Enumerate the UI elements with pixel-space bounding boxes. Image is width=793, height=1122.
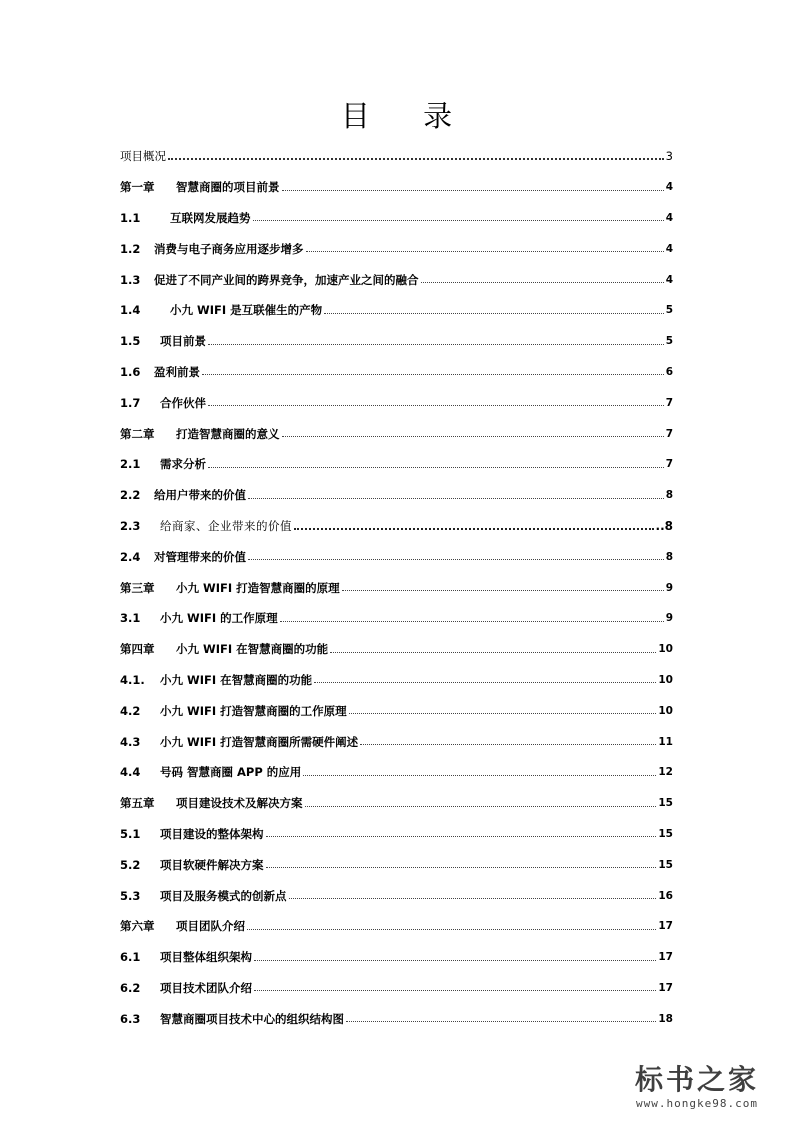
toc-entry-number: 第三章 — [120, 580, 155, 595]
toc-entry-text: 给商家、企业带来的价值 — [160, 518, 292, 533]
toc-page-number: 17 — [658, 981, 673, 994]
page-title: 目 录 — [340, 99, 475, 133]
toc-entry-text: 给用户带来的价值 — [154, 488, 246, 503]
toc-entry-text: 小九 WIFI 在智慧商圈的功能 — [176, 642, 329, 657]
toc-entry-number: 1.4 — [120, 303, 141, 318]
toc-entry-6-2[interactable] — [120, 973, 673, 1004]
toc-entry-text: 促进了不同产业间的跨界竞争，加速产业之间的融合 — [154, 272, 419, 287]
toc-entry-text: 项目概况 — [120, 149, 166, 164]
toc-entry-4-4[interactable] — [120, 757, 673, 788]
toc-entry-number: 4.1. — [120, 672, 145, 687]
toc-entry-chapter-5[interactable] — [120, 788, 673, 819]
toc-leader — [342, 582, 664, 591]
toc-entry-2-2[interactable] — [120, 480, 673, 511]
toc-page-number: 4 — [665, 211, 673, 224]
toc-leader — [168, 150, 664, 160]
toc-entry-text: 项目整体组织架构 — [160, 950, 252, 965]
toc-leader — [208, 459, 664, 468]
toc-page-number: 10 — [658, 643, 673, 656]
toc-entry-5-3[interactable] — [120, 880, 673, 911]
toc-leader — [324, 305, 664, 314]
toc-entry-text: 消费与电子商务应用逐步增多 — [154, 241, 304, 256]
toc-entry-text: 项目前景 — [160, 334, 206, 349]
toc-entry-number: 2.1 — [120, 457, 141, 472]
toc-entry-text: 对管理带来的价值 — [154, 549, 246, 564]
toc-leader — [282, 428, 664, 437]
toc-entry-text: 合作伙伴 — [160, 395, 206, 410]
toc-leader — [248, 490, 664, 499]
toc-entry-chapter-6[interactable] — [120, 911, 673, 942]
toc-page-number: 9 — [665, 612, 673, 625]
toc-leader — [202, 366, 664, 375]
watermark-url: www.hongke98.com — [636, 1097, 758, 1110]
toc-entry-chapter-3[interactable] — [120, 572, 673, 603]
toc-page-number: 4 — [665, 273, 673, 286]
toc-leader — [303, 767, 656, 776]
toc-entry-text: 小九 WIFI 打造智慧商圈的原理 — [176, 580, 340, 595]
toc-leader — [254, 952, 656, 961]
toc-leader — [282, 182, 664, 191]
toc-entry-number: 1.3 — [120, 272, 141, 287]
toc-page-number: 8 — [665, 489, 673, 502]
watermark-logo — [617, 1063, 777, 1110]
toc-page-number: 5 — [665, 304, 673, 317]
toc-leader — [248, 551, 664, 560]
toc-leader — [305, 798, 657, 807]
toc-leader — [266, 828, 657, 837]
toc-entry-text: 项目及服务模式的创新点 — [160, 888, 287, 903]
toc-entry-text: 小九 WIFI 打造智慧商圈所需硬件阐述 — [160, 734, 359, 749]
toc-entry-1-4[interactable] — [120, 295, 673, 326]
toc-entry-text: 项目建设技术及解决方案 — [176, 796, 303, 811]
toc-page-number: 8 — [665, 550, 673, 563]
toc-entry-3-1[interactable] — [120, 603, 673, 634]
toc-leader — [294, 520, 654, 530]
toc-page-number: ..8 — [655, 518, 673, 533]
toc-entry-text: 小九 WIFI 的工作原理 — [160, 611, 278, 626]
toc-entry-text: 小九 WIFI 在智慧商圈的功能 — [160, 672, 313, 687]
toc-entry-1-5[interactable] — [120, 326, 673, 357]
toc-entry-number: 2.3 — [120, 518, 141, 533]
toc-page-number: 4 — [665, 181, 673, 194]
toc-entry-overview[interactable] — [120, 141, 673, 172]
toc-entry-text: 项目软硬件解决方案 — [160, 857, 264, 872]
toc-entry-number: 第五章 — [120, 796, 155, 811]
toc-entry-number: 1.2 — [120, 241, 141, 256]
toc-entry-chapter-4[interactable] — [120, 634, 673, 665]
toc-entry-6-1[interactable] — [120, 942, 673, 973]
toc-leader — [421, 274, 664, 283]
toc-page-number: 6 — [665, 365, 673, 378]
toc-entry-number: 第六章 — [120, 919, 155, 934]
toc-entry-text: 智慧商圈项目技术中心的组织结构图 — [160, 1011, 344, 1026]
toc-page-number: 12 — [658, 766, 673, 779]
toc-entry-number: 3.1 — [120, 611, 141, 626]
toc-leader — [349, 705, 657, 714]
toc-entry-number: 第一章 — [120, 180, 155, 195]
toc-entry-number: 4.2 — [120, 703, 141, 718]
toc-entry-text: 号码 智慧商圈 APP 的应用 — [160, 765, 302, 780]
toc-page-number: 10 — [658, 673, 673, 686]
toc-entry-2-1[interactable] — [120, 449, 673, 480]
toc-entry-number: 5.1 — [120, 826, 141, 841]
toc-entry-number: 1.1 — [120, 210, 141, 225]
toc-entry-1-1[interactable] — [120, 203, 673, 234]
toc-entry-text: 项目建设的整体架构 — [160, 826, 264, 841]
toc-leader — [360, 736, 656, 745]
toc-entry-text: 智慧商圈的项目前景 — [176, 180, 280, 195]
toc-entry-text: 项目团队介绍 — [176, 919, 245, 934]
toc-leader — [330, 644, 656, 653]
toc-entry-6-3[interactable] — [120, 1003, 673, 1034]
toc-entry-4-2[interactable] — [120, 695, 673, 726]
toc-entry-2-4[interactable] — [120, 541, 673, 572]
toc-entry-number: 1.7 — [120, 395, 141, 410]
toc-page-number: 7 — [665, 427, 673, 440]
toc-leader — [266, 859, 657, 868]
toc-entry-4-1[interactable] — [120, 665, 673, 696]
toc-page-number: 10 — [658, 704, 673, 717]
toc-page-number: 15 — [658, 797, 673, 810]
toc-page-number: 7 — [665, 396, 673, 409]
toc-entry-text: 盈利前景 — [154, 364, 200, 379]
toc-leader — [280, 613, 664, 622]
toc-entry-text: 打造智慧商圈的意义 — [176, 426, 280, 441]
toc-entry-text: 小九 WIFI 打造智慧商圈的工作原理 — [160, 703, 347, 718]
toc-page-number: 5 — [665, 335, 673, 348]
toc-page-number: 18 — [658, 1012, 673, 1025]
toc-entry-text: 需求分析 — [160, 457, 206, 472]
toc-leader — [289, 890, 657, 899]
toc-page-number: 15 — [658, 858, 673, 871]
toc-leader — [346, 1013, 656, 1022]
toc-page-number: 3 — [665, 149, 673, 164]
watermark-name: 标书之家 — [634, 1063, 759, 1096]
toc-page-number: 7 — [665, 458, 673, 471]
toc-entry-1-3[interactable] — [120, 264, 673, 295]
toc-entry-4-3[interactable] — [120, 726, 673, 757]
toc-entry-1-6[interactable] — [120, 357, 673, 388]
toc-page-number: 16 — [658, 889, 673, 902]
toc-entry-5-2[interactable] — [120, 849, 673, 880]
toc-entry-number: 5.3 — [120, 888, 141, 903]
toc-leader — [247, 921, 656, 930]
toc-page-number: 9 — [665, 581, 673, 594]
toc-page-number: 4 — [665, 242, 673, 255]
toc-page-number: 17 — [658, 951, 673, 964]
toc-entry-number: 4.3 — [120, 734, 141, 749]
toc-entry-chapter-2[interactable] — [120, 418, 673, 449]
toc-leader — [254, 982, 656, 991]
toc-leader — [208, 336, 664, 345]
toc-entry-2-3[interactable] — [120, 511, 673, 542]
toc-entry-number: 4.4 — [120, 765, 141, 780]
toc-page-number: 11 — [658, 735, 673, 748]
toc-entry-chapter-1[interactable] — [120, 172, 673, 203]
toc-entry-5-1[interactable] — [120, 819, 673, 850]
toc-entry-number: 2.4 — [120, 549, 141, 564]
toc-entry-number: 6.3 — [120, 1011, 141, 1026]
toc-entry-number: 2.2 — [120, 488, 141, 503]
toc-entry-number: 第二章 — [120, 426, 155, 441]
toc-leader — [306, 243, 664, 252]
toc-entry-text: 互联网发展趋势 — [170, 210, 251, 225]
toc-entry-number: 6.2 — [120, 980, 141, 995]
toc-page-number: 17 — [658, 920, 673, 933]
toc-entry-number: 1.5 — [120, 334, 141, 349]
toc-leader — [208, 397, 664, 406]
toc-entry-1-7[interactable] — [120, 387, 673, 418]
toc-entry-1-2[interactable] — [120, 233, 673, 264]
toc-leader — [314, 674, 656, 683]
toc-entry-number: 5.2 — [120, 857, 141, 872]
toc-entry-number: 第四章 — [120, 642, 155, 657]
toc-page-number: 15 — [658, 827, 673, 840]
table-of-contents — [120, 141, 673, 1034]
toc-entry-text: 项目技术团队介绍 — [160, 980, 252, 995]
toc-entry-text: 小九 WIFI 是互联催生的产物 — [170, 303, 323, 318]
toc-entry-number: 1.6 — [120, 364, 141, 379]
toc-entry-number: 6.1 — [120, 950, 141, 965]
toc-leader — [253, 212, 664, 221]
